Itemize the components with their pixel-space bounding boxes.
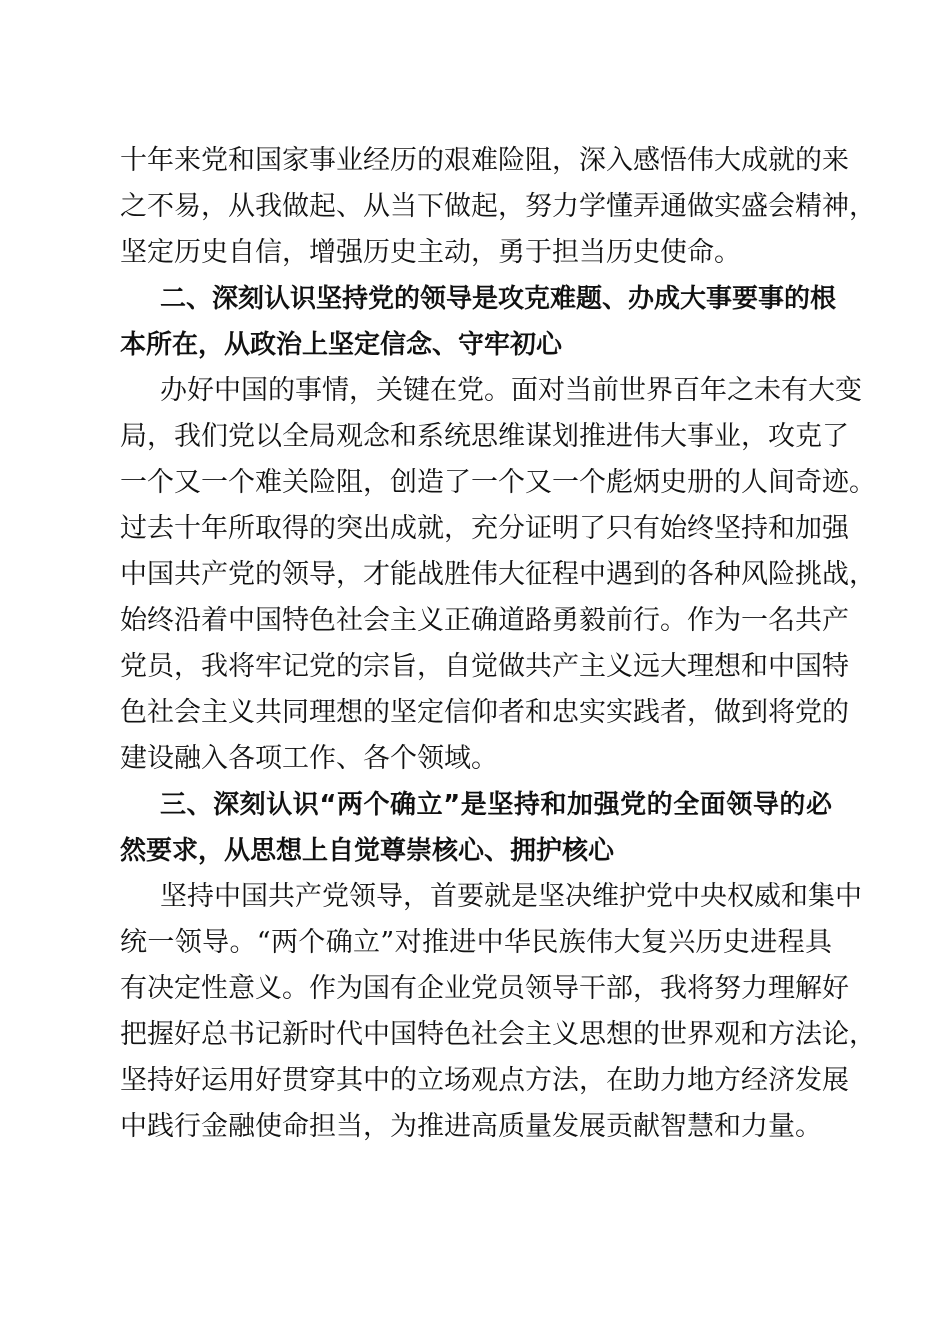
section-heading-3: 三、深刻认识“两个确立”是坚持和加强党的全面领导的必 xyxy=(160,790,832,820)
body-text-line: 色社会主义共同理想的坚定信仰者和忠实实践者，做到将党的 xyxy=(120,697,849,728)
section-heading-2: 二、深刻认识坚持党的领导是攻克难题、办成大事要事的根 xyxy=(160,284,837,314)
body-text-line: 坚持好运用好贯穿其中的立场观点方法，在助力地方经济发展 xyxy=(120,1065,849,1096)
body-text-line: 过去十年所取得的突出成就，充分证明了只有始终坚持和加强 xyxy=(120,513,849,544)
body-text-line: 始终沿着中国特色社会主义正确道路勇毅前行。作为一名共产 xyxy=(120,605,849,636)
body-text-line: 党员，我将牢记党的宗旨，自觉做共产主义远大理想和中国特 xyxy=(120,651,849,682)
body-text-line: 建设融入各项工作、各个领域。 xyxy=(120,743,498,774)
section-heading-3: 然要求，从思想上自觉尊崇核心、拥护核心 xyxy=(120,836,615,866)
body-text-line: 把握好总书记新时代中国特色社会主义思想的世界观和方法论， xyxy=(120,1019,876,1050)
body-text-line: 局，我们党以全局观念和系统思维谋划推进伟大事业，攻克了 xyxy=(120,421,849,452)
body-text-line: 中践行金融使命担当，为推进高质量发展贡献智慧和力量。 xyxy=(120,1111,822,1142)
body-text-line: 十年来党和国家事业经历的艰难险阻，深入感悟伟大成就的来 xyxy=(120,145,849,176)
body-text-line: 坚持中国共产党领导，首要就是坚决维护党中央权威和集中 xyxy=(160,881,862,912)
body-text-line: 中国共产党的领导，才能战胜伟大征程中遇到的各种风险挑战， xyxy=(120,559,876,590)
body-text-line: 一个又一个难关险阻，创造了一个又一个彪炳史册的人间奇迹。 xyxy=(120,467,876,498)
section-heading-2: 本所在，从政治上坚定信念、守牢初心 xyxy=(120,330,563,360)
body-text-line: 统一领导。“两个确立”对推进中华民族伟大复兴历史进程具 xyxy=(120,927,832,958)
body-text-line: 办好中国的事情，关键在党。面对当前世界百年之未有大变 xyxy=(160,375,862,406)
body-text-line: 坚定历史自信，增强历史主动，勇于担当历史使命。 xyxy=(120,237,741,268)
body-text-line: 有决定性意义。作为国有企业党员领导干部，我将努力理解好 xyxy=(120,973,849,1004)
body-text-line: 之不易，从我做起、从当下做起，努力学懂弄通做实盛会精神， xyxy=(120,191,876,222)
